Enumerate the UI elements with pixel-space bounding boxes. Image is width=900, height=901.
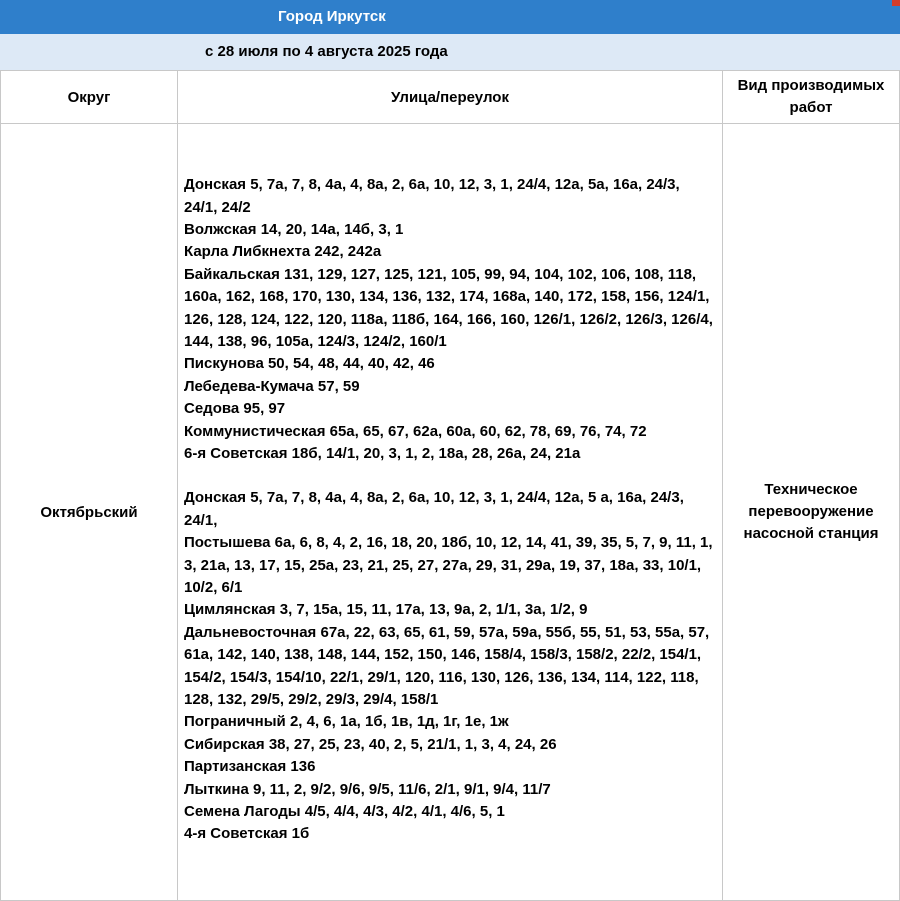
street-entry: Постышева 6а, 6, 8, 4, 2, 16, 18, 20, 18б, 10, 12, 14, 41, 39, 35, 5, 7, 9, 11, 1, 3, 21а, 13, 17, 15, 25а, 23, 21, 25, 27, 27а, 29, 31, 29а, 19, 37, 18а, 33, 10/1, 10/2, 6/1 (184, 534, 713, 597)
street-group-2 (184, 487, 716, 846)
street-entry: Байкальская 131, 129, 127, 125, 121, 105, 99, 94, 104, 102, 106, 108, 118, 160а, 162, 168, 170, 130, 134, 136, 132, 174, 168а, 140, 172, 158, 156, 124/1, 126, 128, 124, 122, 120, 118а, 118б, 164, 166, 160, 126/1, 126/2, 126/3, 126/4, 144, 138, 96, 105а, 124/3, 124/2, 160/1 (184, 265, 713, 350)
street-entry: 4-я Советская 1б (184, 825, 310, 843)
group-spacer (184, 465, 716, 487)
street-entry: Лебедева-Кумача 57, 59 (184, 377, 360, 395)
table-header-row (1, 71, 900, 124)
street-entry: Партизанская 136 (184, 758, 316, 776)
street-entry: Пискунова 50, 54, 48, 44, 40, 42, 46 (184, 355, 435, 373)
street-entry: Лыткина 9, 11, 2, 9/2, 9/6, 9/5, 11/6, 2/1, 9/1, 9/4, 11/7 (184, 780, 551, 798)
corner-mark (892, 0, 900, 6)
street-entry: Семена Лагоды 4/5, 4/4, 4/3, 4/2, 4/1, 4/6, 5, 1 (184, 803, 505, 821)
table-row (1, 124, 900, 901)
street-entry: Коммунистическая 65а, 65, 67, 62а, 60а, 60, 62, 78, 69, 76, 74, 72 (184, 422, 647, 440)
column-header-district: Округ (1, 71, 178, 124)
column-header-work-type (723, 71, 900, 124)
streets-list (181, 174, 722, 846)
street-group-1 (184, 174, 716, 465)
street-entry: Пограничный 2, 4, 6, 1а, 1б, 1в, 1д, 1г, 1е, 1ж (184, 713, 509, 731)
street-entry: Сибирская 38, 27, 25, 23, 40, 2, 5, 21/1, 1, 3, 4, 24, 26 (184, 735, 557, 753)
work-type-cell (723, 124, 900, 901)
district-cell: Октябрьский (1, 124, 178, 901)
street-entry: 6-я Советская 18б, 14/1, 20, 3, 1, 2, 18а, 28, 26а, 24, 21а (184, 444, 581, 462)
street-entry: Донская 5, 7а, 7, 8, 4а, 4, 8а, 2, 6а, 10, 12, 3, 1, 24/4, 12а, 5 а, 16а, 24/3, 24/1, (184, 489, 684, 529)
street-entry: Дальневосточная 67а, 22, 63, 65, 61, 59, 57а, 59а, 55б, 55, 51, 53, 55а, 57, 61а, 142, 140, 138, 148, 144, 152, 150, 146, 158/4, 158/3, 158/2, 22/2, 154/1, 154/2, 154/3, 154/10, 22/1, 29/1, 120, 116, 130, 126, 136, 134, 114, 122, 118, 128, 132, 29/5, 29/2, 29/3, 29/4, 158/1 (184, 623, 710, 709)
schedule-table (0, 70, 900, 901)
streets-cell (178, 124, 723, 901)
street-entry: Карла Либкнехта 242, 242а (184, 243, 382, 261)
period-bar (0, 34, 900, 70)
street-entry: Цимлянская 3, 7, 15а, 15, 11, 17а, 13, 9а, 2, 1/1, 3а, 1/2, 9 (184, 601, 588, 619)
work-type-text: Техническое перевооружение насосной станция (743, 481, 879, 542)
city-title-bar (0, 0, 900, 34)
column-header-streets: Улица/переулок (178, 71, 723, 124)
street-entry: Седова 95, 97 (184, 400, 286, 418)
street-entry: Донская 5, 7а, 7, 8, 4а, 4, 8а, 2, 6а, 10, 12, 3, 1, 24/4, 12а, 5а, 16а, 24/3, 24/1, 24/2 (184, 176, 680, 216)
column-header-work-type-label: Вид производимых работ (737, 77, 885, 116)
street-entry: Волжская 14, 20, 14а, 14б, 3, 1 (184, 220, 404, 238)
period-text: с 28 июля по 4 августа 2025 года (205, 43, 448, 60)
city-title: Город Иркутск (278, 8, 386, 25)
